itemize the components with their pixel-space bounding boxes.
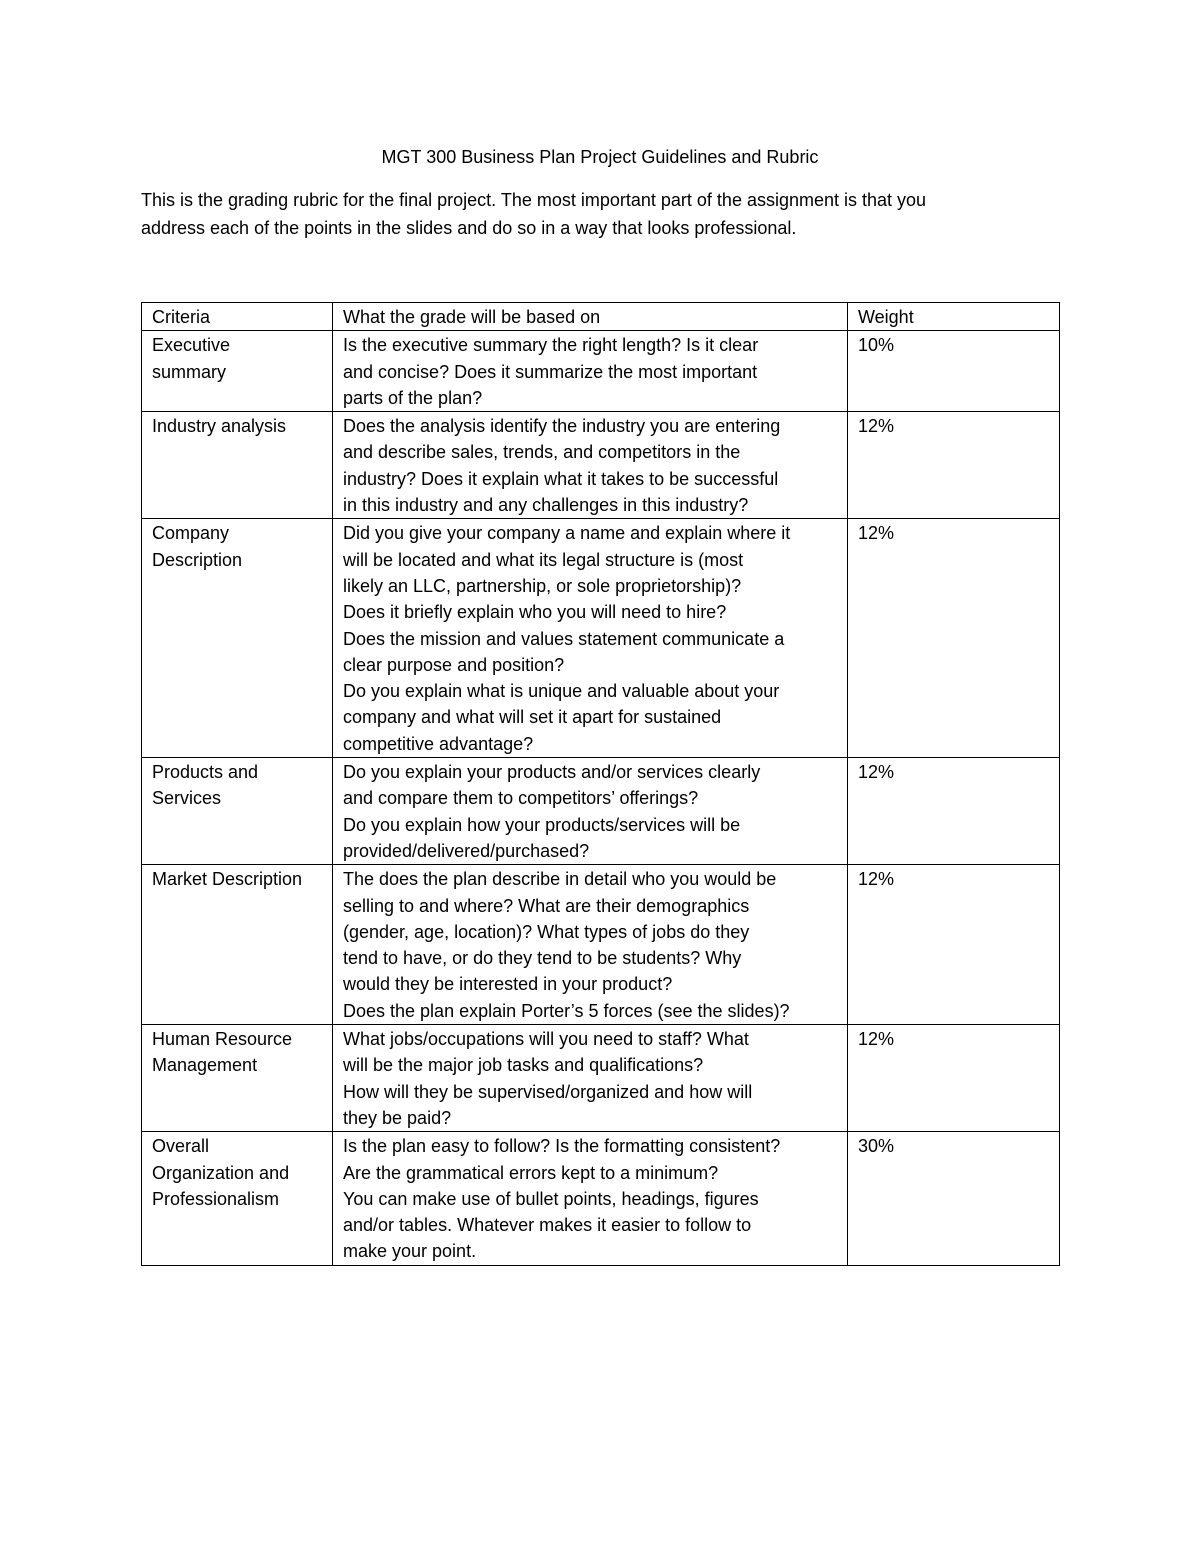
- basis-line: and concise? Does it summarize the most important: [343, 361, 758, 382]
- basis-line: provided/delivered/purchased?: [343, 840, 590, 861]
- basis-line: and describe sales, trends, and competitors in the: [343, 442, 741, 463]
- criteria-line: Human Resource: [152, 1029, 293, 1050]
- basis-line: would they be interested in your product?: [343, 974, 673, 995]
- basis-line: You can make use of bullet points, headings, figures: [343, 1188, 759, 1209]
- criteria-line: Services: [152, 788, 222, 809]
- page-title: MGT 300 Business Plan Project Guidelines and Rubric: [381, 147, 819, 167]
- basis-line: will be located and what its legal structure is (most: [343, 549, 744, 570]
- weight-cell: 10%: [848, 331, 1060, 412]
- criteria-line: Description: [152, 549, 243, 570]
- criteria-cell: [142, 865, 333, 1025]
- intro-line: This is the grading rubric for the final project. The most important part of the assignment is that you: [141, 190, 927, 210]
- basis-line: Is the plan easy to follow? Is the formatting consistent?: [343, 1136, 781, 1157]
- criteria-line: Products and: [152, 762, 259, 783]
- basis-line: (gender, age, location)? What types of jobs do they: [343, 921, 750, 942]
- weight-cell: 30%: [848, 1132, 1060, 1265]
- basis-line: and/or tables. Whatever makes it easier to follow to: [343, 1215, 752, 1236]
- criteria-line: Industry analysis: [152, 416, 287, 437]
- basis-line: industry? Does it explain what it takes to be successful: [343, 468, 779, 489]
- basis-line: will be the major job tasks and qualifications?: [343, 1055, 704, 1076]
- basis-cell: [333, 519, 848, 758]
- criteria-line: Overall: [152, 1136, 210, 1157]
- basis-line: Do you explain how your products/services will be: [343, 814, 741, 835]
- table-row: [142, 412, 1060, 519]
- basis-line: Is the executive summary the right length? Is it clear: [343, 335, 759, 356]
- basis-line: likely an LLC, partnership, or sole proprietorship)?: [343, 575, 742, 596]
- header-weight: Weight: [848, 303, 1060, 331]
- weight-cell: 12%: [848, 758, 1060, 865]
- basis-line: they be paid?: [343, 1107, 452, 1128]
- basis-line: and compare them to competitors’ offerings?: [343, 788, 699, 809]
- criteria-line: Company: [152, 523, 230, 544]
- basis-line: Do you explain what is unique and valuable about your: [343, 681, 780, 702]
- table-row: [142, 758, 1060, 865]
- criteria-line: Organization and: [152, 1162, 290, 1183]
- basis-line: How will they be supervised/organized and how will: [343, 1081, 753, 1102]
- intro-line: address each of the points in the slides and do so in a way that looks professional.: [141, 218, 797, 238]
- intro-paragraph: [141, 186, 1061, 242]
- basis-line: Does the plan explain Porter’s 5 forces (see the slides)?: [343, 1000, 790, 1021]
- basis-cell: [333, 331, 848, 412]
- rubric-table: [141, 302, 1060, 1266]
- table-row: [142, 331, 1060, 412]
- weight-cell: 12%: [848, 865, 1060, 1025]
- table-header-row: [142, 303, 1060, 331]
- criteria-cell: [142, 1132, 333, 1265]
- basis-line: tend to have, or do they tend to be students? Why: [343, 948, 742, 969]
- basis-line: Do you explain your products and/or services clearly: [343, 762, 761, 783]
- header-criteria: Criteria: [142, 303, 333, 331]
- criteria-line: Management: [152, 1055, 258, 1076]
- table-row: [142, 519, 1060, 758]
- basis-line: competitive advantage?: [343, 733, 534, 754]
- criteria-cell: [142, 519, 333, 758]
- criteria-line: Market Description: [152, 869, 303, 890]
- basis-line: company and what will set it apart for sustained: [343, 707, 722, 728]
- basis-cell: [333, 865, 848, 1025]
- basis-cell: [333, 412, 848, 519]
- basis-line: What jobs/occupations will you need to staff? What: [343, 1029, 749, 1050]
- criteria-cell: [142, 412, 333, 519]
- basis-line: Does the mission and values statement communicate a: [343, 628, 785, 649]
- criteria-cell: [142, 331, 333, 412]
- criteria-line: summary: [152, 361, 227, 382]
- basis-line: Are the grammatical errors kept to a minimum?: [343, 1162, 719, 1183]
- table-row: [142, 865, 1060, 1025]
- basis-line: selling to and where? What are their demographics: [343, 895, 750, 916]
- criteria-line: Professionalism: [152, 1188, 280, 1209]
- weight-cell: 12%: [848, 412, 1060, 519]
- rubric-body: [142, 331, 1060, 1265]
- basis-line: Does it briefly explain who you will need to hire?: [343, 602, 727, 623]
- basis-line: clear purpose and position?: [343, 654, 565, 675]
- basis-line: The does the plan describe in detail who you would be: [343, 869, 777, 890]
- basis-line: in this industry and any challenges in this industry?: [343, 495, 749, 516]
- table-row: [142, 1025, 1060, 1132]
- weight-cell: 12%: [848, 519, 1060, 758]
- basis-line: Did you give your company a name and explain where it: [343, 523, 791, 544]
- basis-line: Does the analysis identify the industry you are entering: [343, 416, 781, 437]
- weight-cell: 12%: [848, 1025, 1060, 1132]
- basis-cell: [333, 1132, 848, 1265]
- criteria-cell: [142, 1025, 333, 1132]
- basis-cell: [333, 1025, 848, 1132]
- header-basis: What the grade will be based on: [333, 303, 848, 331]
- basis-line: parts of the plan?: [343, 387, 483, 408]
- criteria-line: Executive: [152, 335, 231, 356]
- basis-cell: [333, 758, 848, 865]
- criteria-cell: [142, 758, 333, 865]
- table-row: [142, 1132, 1060, 1265]
- basis-line: make your point.: [343, 1241, 477, 1262]
